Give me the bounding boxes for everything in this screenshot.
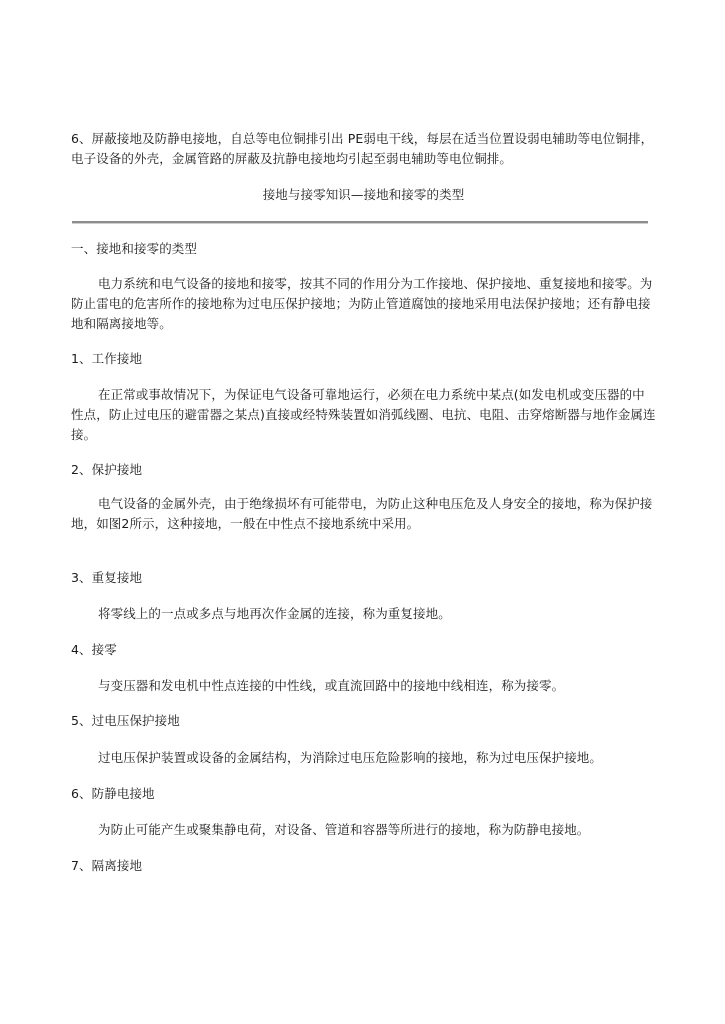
item-heading-7: 7、隔离接地 (71, 858, 143, 873)
item-heading-4: 4、接零 (71, 642, 117, 657)
item-heading-3: 3、重复接地 (71, 570, 143, 585)
section-heading: 一、接地和接零的类型 (71, 241, 198, 256)
item-heading-6: 6、防静电接地 (71, 786, 155, 801)
item-body-1: 在正常或事故情况下，为保证电气设备可靠地运行，必须在电力系统中某点(如发电机或变压器的中性点，防止过电压的避雷器之某点)直接或经特殊装置如消弧线圈、电抗、电阻、击穿熔断器与地作金属连接。 (71, 387, 656, 442)
item-body-6: 为防止可能产生或聚集静电荷，对设备、管道和容器等所进行的接地，称为防静电接地。 (98, 822, 590, 837)
item-heading-2: 2、保护接地 (71, 462, 143, 477)
item-body-4: 与变压器和发电机中性点连接的中性线，或直流回路中的接地中线相连，称为接零。 (98, 678, 565, 693)
section-title: 接地与接零知识—接地和接零的类型 (262, 187, 465, 202)
item-heading-1: 1、工作接地 (71, 351, 143, 366)
item-body-5: 过电压保护装置或设备的金属结构，为消除过电压危险影响的接地，称为过电压保护接地。 (98, 750, 603, 765)
section-intro-paragraph: 电力系统和电气设备的接地和接零，按其不同的作用分为工作接地、保护接地、重复接地和接零。为防止雷电的危害所作的接地称为过电压保护接地；为防止管道腐蚀的接地采用电法保护接地；还有静电接地和隔离接地等。 (71, 276, 653, 331)
horizontal-divider (72, 221, 648, 224)
item-body-3: 将零线上的一点或多点与地再次作金属的连接，称为重复接地。 (98, 606, 451, 621)
intro-paragraph: 6、屏蔽接地及防静电接地，自总等电位铜排引出 PE弱电干线，每层在适当位置设弱电辅助等电位铜排，电子设备的外壳，金属管路的屏蔽及抗静电接地均引起至弱电辅助等电位铜排。 (71, 131, 654, 166)
item-heading-5: 5、过电压保护接地 (71, 713, 180, 728)
item-body-2: 电气设备的金属外壳，由于绝缘损坏有可能带电，为防止这种电压危及人身安全的接地，称为保护接地，如图2所示，这种接地，一般在中性点不接地系统中采用。 (71, 496, 653, 531)
